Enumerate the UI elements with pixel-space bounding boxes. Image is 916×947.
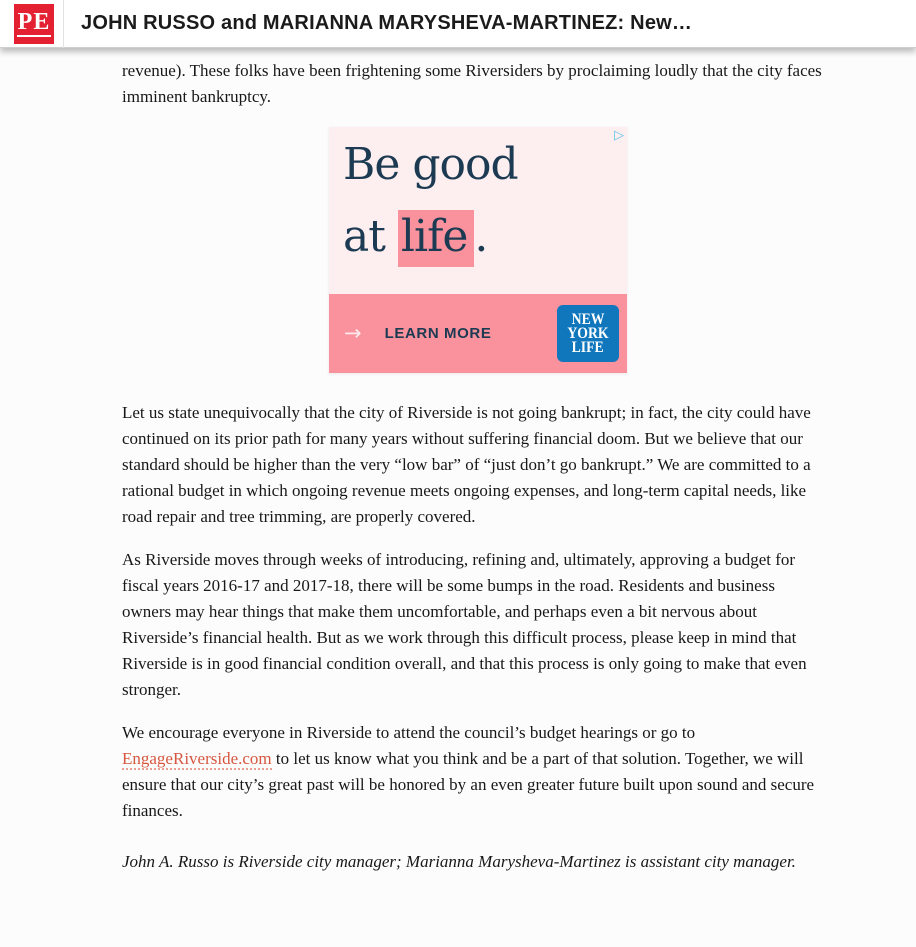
article-paragraph: As Riverside moves through weeks of introducing, refining and, ultimately, approving a budget for fiscal years 2016-17 and 2017-18, there will be some bumps in the road. Residents and business owners may hear things that make them uncomfortable, and perhaps even a bit nervous about Riverside’s financial health. But as we work through this difficult process, please keep in mind that Riverside is in good financial condition overall, and that this process is only going to make that even stronger.: [122, 550, 807, 699]
article-paragraph: Let us state unequivocally that the city of Riverside is not going bankrupt; in fact, the city could have continued on its prior path for many years without suffering financial doom. But we believe that our standard should be higher than the very “low bar” of “just don’t go bankrupt.” We are committed to a rational budget in which ongoing revenue meets ongoing expenses, and long-term capital needs, like road repair and tree trimming, are properly covered.: [122, 403, 811, 526]
arrow-right-icon: →: [344, 321, 362, 345]
ad-top-panel[interactable]: [329, 127, 627, 294]
header-divider: [63, 0, 64, 48]
learn-more-button[interactable]: LEARN MORE: [384, 325, 492, 342]
article-paragraph: revenue). These folks have been frightening some Riversiders by proclaiming loudly that the city faces imminent bankruptcy.: [122, 61, 822, 106]
page-title: JOHN RUSSO and MARIANNA MARYSHEVA-MARTINEZ: New…: [81, 12, 693, 34]
ad-headline-line2-prefix: at: [343, 211, 385, 262]
advertisement[interactable]: [329, 127, 627, 373]
pe-logo-text: PE: [17, 9, 51, 35]
advertiser-logo-line: LIFE: [571, 338, 605, 356]
pe-logo[interactable]: [14, 4, 54, 44]
advertiser-logo-line: YORK: [567, 324, 609, 342]
article-paragraph: [122, 720, 824, 824]
ad-cta-panel[interactable]: [329, 294, 627, 373]
ad-headline-line1: Be good: [343, 139, 518, 190]
paragraph-text: We encourage everyone in Riverside to attend the council’s budget hearings or go to: [122, 723, 696, 742]
engage-riverside-link[interactable]: EngageRiverside.com: [122, 749, 272, 768]
app-header: [0, 0, 916, 48]
advertiser-logo-line: NEW: [571, 310, 605, 328]
paragraph-text: to let us know what you think and be a part of that solution. Together, we will ensure that our city’s great past will be honored by an even greater future built upon sound and secure finances.: [122, 749, 815, 820]
author-byline: John A. Russo is Riverside city manager; Marianna Marysheva-Martinez is assistant city manager.: [122, 852, 796, 871]
ad-headline-highlight: life: [398, 210, 474, 267]
adchoices-icon[interactable]: ▷: [614, 128, 624, 143]
ad-headline: [343, 129, 627, 273]
ad-headline-period: .: [474, 211, 488, 262]
article-body: [0, 48, 916, 875]
new-york-life-logo[interactable]: [557, 305, 619, 362]
